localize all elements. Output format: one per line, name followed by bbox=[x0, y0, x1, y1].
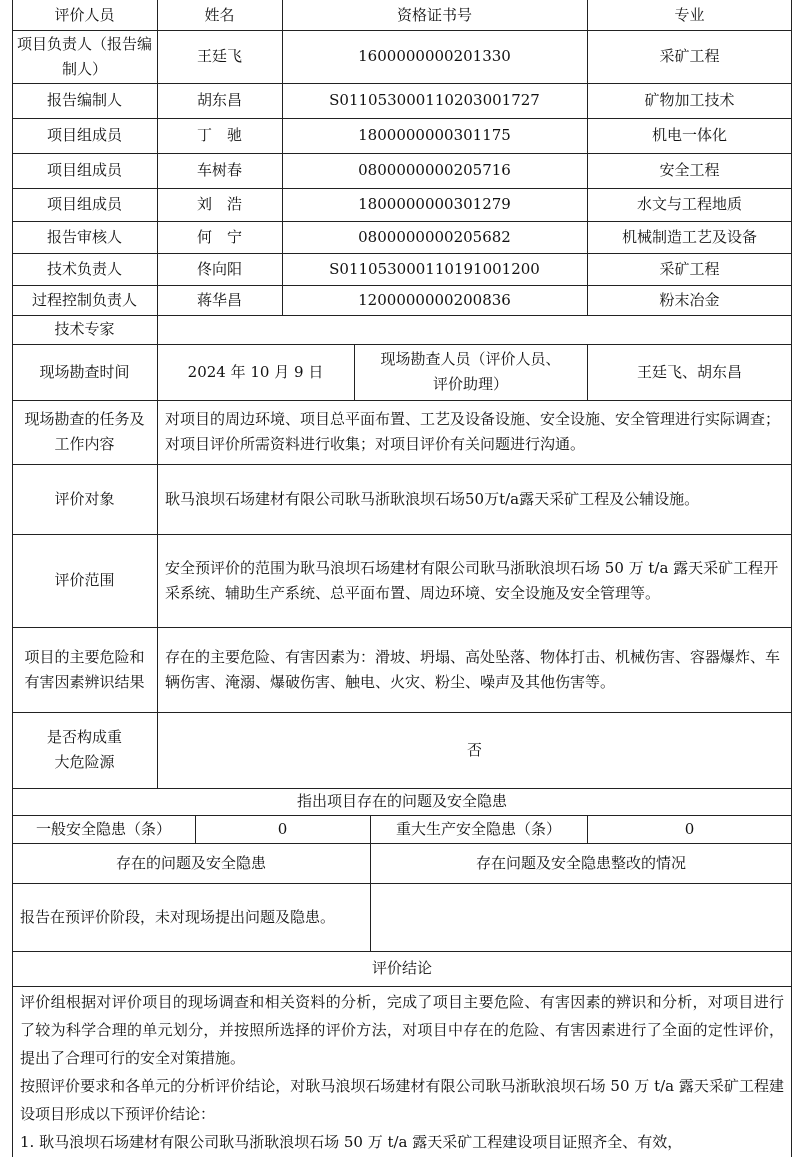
table-border-right bbox=[791, 0, 792, 1157]
grid-line bbox=[12, 30, 792, 31]
grid-line bbox=[12, 883, 792, 884]
survey-staff-value: 王廷飞、胡东昌 bbox=[636, 362, 742, 381]
object-label: 评价对象 bbox=[54, 489, 115, 508]
conclusion-title: 评价结论 bbox=[371, 959, 432, 977]
grid-line bbox=[12, 118, 792, 119]
grid-line bbox=[157, 0, 158, 344]
personnel-name: 何 宁 bbox=[196, 227, 242, 246]
grid-line bbox=[12, 951, 792, 952]
major-hazard-label: 是否构成重大危险源 bbox=[46, 728, 122, 771]
personnel-certificate: S011053000110191001200 bbox=[329, 259, 540, 278]
personnel-major: 矿物加工技术 bbox=[644, 91, 735, 109]
issues-title: 指出项目存在的问题及安全隐患 bbox=[296, 792, 507, 810]
major-hazard-value: 否 bbox=[466, 740, 482, 759]
grid-line bbox=[12, 815, 792, 816]
general-hazard-count: 0 bbox=[277, 819, 288, 838]
personnel-certificate: 1800000000301175 bbox=[358, 126, 511, 144]
grid-line bbox=[12, 534, 792, 535]
personnel-role: 技术负责人 bbox=[46, 259, 122, 278]
conclusion-paragraph: 1. 耿马浪坝石场建材有限公司耿马浙耿浪坝石场 50 万 t/a 露天采矿工程建设项目证照齐全、有效， bbox=[20, 1133, 683, 1151]
header-name: 姓名 bbox=[204, 5, 235, 24]
conclusion-body bbox=[12, 986, 792, 1156]
personnel-major: 安全工程 bbox=[659, 161, 720, 179]
grid-line bbox=[12, 188, 792, 189]
personnel-certificate: 1800000000301279 bbox=[358, 195, 511, 213]
grid-line bbox=[12, 843, 792, 844]
grid-line bbox=[12, 627, 792, 628]
survey-staff-label: 现场勘查人员（评价人员、评价助理） bbox=[380, 350, 561, 393]
grid-line bbox=[354, 344, 355, 400]
grid-line bbox=[12, 253, 792, 254]
tech-expert-label: 技术专家 bbox=[54, 320, 115, 338]
scope-value: 安全预评价的范围为耿马浪坝石场建材有限公司耿马浙耿浪坝石场 50 万 t/a 露天采矿工程开采系统、辅助生产系统、总平面布置、周边环境、安全设施及安全管理等。 bbox=[165, 558, 779, 602]
grid-line bbox=[195, 815, 196, 843]
major-hazard-count-label: 重大生产安全隐患（条） bbox=[395, 819, 561, 838]
personnel-certificate: 1200000000200836 bbox=[358, 290, 511, 309]
personnel-role: 项目组成员 bbox=[46, 161, 122, 179]
personnel-major: 水文与工程地质 bbox=[636, 195, 742, 213]
issues-right-text bbox=[370, 883, 792, 951]
personnel-role: 项目组成员 bbox=[46, 126, 122, 144]
issues-col-left: 存在的问题及安全隐患 bbox=[115, 853, 266, 872]
personnel-role: 报告编制人 bbox=[46, 91, 122, 109]
tech-expert-value bbox=[157, 315, 792, 344]
personnel-name: 丁 驰 bbox=[196, 126, 242, 144]
header-certificate: 资格证书号 bbox=[396, 5, 472, 24]
personnel-major: 采矿工程 bbox=[659, 259, 720, 278]
grid-line bbox=[282, 0, 283, 315]
grid-line bbox=[12, 315, 792, 316]
task-label: 现场勘查的任务及工作内容 bbox=[24, 410, 145, 453]
personnel-name: 刘 浩 bbox=[196, 195, 242, 213]
personnel-certificate: S011053000110203001727 bbox=[329, 91, 540, 109]
grid-line bbox=[12, 986, 792, 987]
grid-line bbox=[12, 221, 792, 222]
personnel-role: 报告审核人 bbox=[46, 227, 122, 246]
grid-line bbox=[12, 153, 792, 154]
grid-line bbox=[12, 285, 792, 286]
personnel-name: 王廷飞 bbox=[196, 47, 242, 65]
scope-label: 评价范围 bbox=[54, 571, 115, 589]
hazards-label: 项目的主要危险和有害因素辨识结果 bbox=[24, 647, 145, 691]
personnel-name: 车树春 bbox=[196, 161, 242, 179]
grid-line bbox=[587, 0, 588, 315]
personnel-major: 采矿工程 bbox=[659, 47, 720, 65]
personnel-major: 机械制造工艺及设备 bbox=[621, 227, 757, 246]
personnel-name: 佟向阳 bbox=[196, 259, 242, 278]
grid-line bbox=[157, 344, 158, 788]
personnel-major: 机电一体化 bbox=[651, 126, 727, 144]
table-border-left bbox=[12, 0, 13, 1157]
personnel-name: 蒋华昌 bbox=[196, 290, 242, 309]
issues-col-right: 存在问题及安全隐患整改的情况 bbox=[475, 853, 686, 872]
personnel-role: 项目负责人（报告编制人） bbox=[16, 34, 152, 78]
personnel-certificate: 1600000000201330 bbox=[358, 47, 511, 65]
major-hazard-count: 0 bbox=[684, 819, 695, 838]
grid-line bbox=[12, 344, 792, 345]
grid-line bbox=[587, 815, 588, 843]
personnel-certificate: 0800000000205716 bbox=[358, 161, 511, 179]
personnel-role: 项目组成员 bbox=[46, 195, 122, 213]
conclusion-paragraph: 评价组根据对评价项目的现场调查和相关资料的分析，完成了项目主要危险、有害因素的辨识和分析，对项目进行了较为科学合理的单元划分，并按照所选择的评价方法，对项目中存在的危险、有害因素进行了全面的定性评价，提出了合理可行的安全对策措施。 bbox=[20, 993, 784, 1067]
header-major: 专业 bbox=[674, 5, 705, 24]
grid-line bbox=[12, 712, 792, 713]
header-evaluator: 评价人员 bbox=[54, 5, 115, 24]
personnel-name: 胡东昌 bbox=[196, 91, 242, 109]
object-value: 耿马浪坝石场建材有限公司耿马浙耿浪坝石场50万t/a露天采矿工程及公辅设施。 bbox=[165, 489, 700, 508]
issues-left-text: 报告在预评价阶段，未对现场提出问题及隐患。 bbox=[20, 907, 336, 926]
personnel-certificate: 0800000000205682 bbox=[358, 227, 511, 246]
grid-line bbox=[12, 83, 792, 84]
personnel-major: 粉末冶金 bbox=[659, 290, 720, 309]
hazards-value: 存在的主要危险、有害因素为：滑坡、坍塌、高处坠落、物体打击、机械伤害、容器爆炸、车辆伤害、淹溺、爆破伤害、触电、火灾、粉尘、噪声及其他伤害等。 bbox=[165, 647, 781, 691]
grid-line bbox=[12, 400, 792, 401]
survey-time-label: 现场勘查时间 bbox=[39, 362, 130, 381]
personnel-role: 过程控制负责人 bbox=[31, 290, 137, 309]
survey-time-value: 2024 年 10 月 9 日 bbox=[187, 362, 324, 381]
task-value: 对项目的周边环境、项目总平面布置、工艺及设备设施、安全设施、安全管理进行实际调查；对项目评价所需资料进行收集；对项目评价有关问题进行沟通。 bbox=[165, 410, 781, 453]
grid-line bbox=[587, 344, 588, 400]
conclusion-paragraph: 按照评价要求和各单元的分析评价结论，对耿马浪坝石场建材有限公司耿马浙耿浪坝石场 50 万 t/a 露天采矿工程建设项目形成以下预评价结论： bbox=[20, 1077, 784, 1123]
evaluation-table bbox=[12, 0, 792, 1157]
general-hazard-label: 一般安全隐患（条） bbox=[35, 819, 171, 838]
grid-line bbox=[12, 788, 792, 789]
grid-line bbox=[12, 464, 792, 465]
